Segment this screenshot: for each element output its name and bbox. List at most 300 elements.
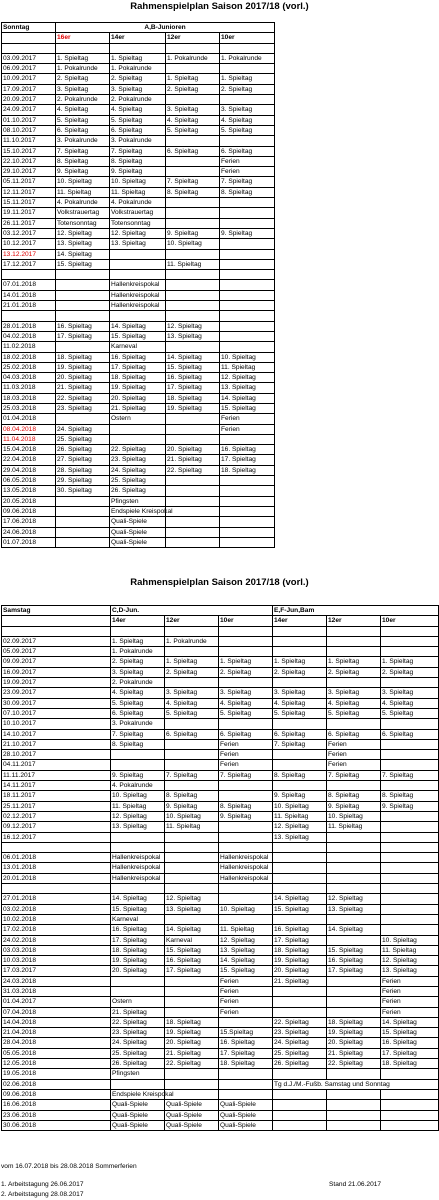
schedule-row: [2, 1017, 439, 1027]
date-cell: 12.11.2017: [2, 187, 56, 197]
schedule-cell: 3. Spieltag: [111, 667, 165, 677]
schedule-cell: 2. Spieltag: [219, 667, 273, 677]
schedule-cell: [381, 1069, 439, 1079]
schedule-row: [2, 667, 439, 677]
schedule-cell: [166, 249, 220, 259]
schedule-cell: 9. Spieltag: [381, 801, 439, 811]
schedule-cell: 20. Spieltag: [166, 445, 220, 455]
schedule-row: [2, 125, 275, 135]
schedule-row: [2, 74, 275, 84]
date-cell: 15.10.2017: [2, 146, 56, 156]
schedule-cell: [166, 424, 220, 434]
schedule-cell: [219, 1089, 273, 1099]
schedule-row: [2, 914, 439, 924]
schedule-cell: 14. Spieltag: [381, 1017, 439, 1027]
schedule-cell: [110, 270, 166, 280]
schedule-cell: 9. Spieltag: [110, 167, 166, 177]
schedule-cell: [381, 626, 439, 636]
schedule-row: [2, 167, 275, 177]
schedule-cell: 2. Spieltag: [56, 74, 110, 84]
schedule-cell: 23. Spieltag: [56, 403, 110, 413]
schedule-cell: [327, 832, 381, 842]
schedule-cell: [381, 832, 439, 842]
date-cell: 10.02.2018: [2, 914, 111, 924]
col-cd-12er: 12er: [165, 616, 219, 626]
schedule-cell: [381, 719, 439, 729]
schedule-cell: [166, 208, 220, 218]
schedule-cell: 16. Spieltag: [219, 1038, 273, 1048]
date-cell: 21.01.2018: [2, 301, 56, 311]
schedule-cell: [166, 342, 220, 352]
schedule-cell: [381, 647, 439, 657]
meeting-1-note: 1. Arbeitstagung 26.06.2017: [1, 1181, 84, 1188]
schedule-cell: 20. Spieltag: [111, 966, 165, 976]
schedule-cell: [165, 842, 219, 852]
schedule-cell: 7. Spieltag: [110, 146, 166, 156]
schedule-row: [2, 811, 439, 821]
col-cd-10er: 10er: [219, 616, 273, 626]
schedule-cell: 18. Spieltag: [327, 1017, 381, 1027]
date-cell: 08.10.2017: [2, 125, 56, 135]
schedule-cell: Karneval: [111, 914, 165, 924]
schedule-cell: 1. Spieltag: [56, 53, 110, 63]
schedule-cell: 25. Spieltag: [110, 476, 166, 486]
schedule-cell: [220, 249, 275, 259]
schedule-cell: 1. Pokalrunde: [166, 53, 220, 63]
schedule-row: [2, 873, 439, 883]
schedule-cell: [220, 239, 275, 249]
schedule-cell: [165, 986, 219, 996]
schedule-cell: [381, 781, 439, 791]
schedule-cell: [220, 486, 275, 496]
schedule-row: [2, 966, 439, 976]
schedule-cell: Quali-Spiele: [110, 527, 166, 537]
schedule-cell: 14. Spieltag: [219, 956, 273, 966]
schedule-cell: Tg d.J./M.-Fußb. Samstag und Sonntag: [273, 1079, 439, 1089]
schedule-cell: [273, 986, 327, 996]
schedule-row: [2, 496, 275, 506]
date-cell: 13.05.2018: [2, 486, 56, 496]
schedule-cell: 2. Spieltag: [110, 74, 166, 84]
schedule-row: [2, 259, 275, 269]
schedule-cell: 18. Spieltag: [166, 393, 220, 403]
schedule-cell: Ferien: [219, 997, 273, 1007]
date-cell: 01.04.2017: [2, 997, 111, 1007]
schedule-cell: 23. Spieltag: [111, 1028, 165, 1038]
schedule-cell: 20. Spieltag: [110, 393, 166, 403]
date-cell: 25.03.2018: [2, 403, 56, 413]
schedule-cell: 5. Spieltag: [327, 708, 381, 718]
schedule-cell: [219, 1017, 273, 1027]
schedule-cell: 4. Spieltag: [220, 115, 275, 125]
schedule-cell: 4. Spieltag: [327, 698, 381, 708]
schedule-cell: 14. Spieltag: [273, 894, 327, 904]
schedule-cell: [220, 259, 275, 269]
schedule-cell: Quali-Spiele: [110, 517, 166, 527]
date-cell: 16.09.2017: [2, 667, 111, 677]
schedule-cell: Ferien: [327, 739, 381, 749]
schedule-cell: 2. Pokalrunde: [111, 678, 165, 688]
schedule-cell: 14. Spieltag: [165, 925, 219, 935]
date-cell: 29.10.2017: [2, 167, 56, 177]
schedule-cell: 11. Spieltag: [327, 822, 381, 832]
schedule-cell: [381, 914, 439, 924]
schedule-cell: [327, 935, 381, 945]
schedule-cell: 10. Spieltag: [273, 801, 327, 811]
schedule-cell: Hallenkreispokal: [219, 863, 273, 873]
schedule-cell: Hallenkreispokal: [110, 280, 166, 290]
schedule-cell: [165, 1079, 219, 1089]
date-cell: 03.03.2018: [2, 945, 111, 955]
schedule-cell: 10. Spieltag: [56, 177, 110, 187]
schedule-cell: 8. Spieltag: [110, 156, 166, 166]
schedule-cell: 16. Spieltag: [220, 445, 275, 455]
schedule-cell: 22. Spieltag: [273, 1017, 327, 1027]
schedule-cell: 1. Pokalrunde: [220, 53, 275, 63]
schedule-cell: 6. Spieltag: [273, 729, 327, 739]
schedule-cell: [166, 156, 220, 166]
schedule-row: [2, 465, 275, 475]
date-cell: 24.06.2018: [2, 527, 56, 537]
schedule-cell: 11. Spieltag: [110, 187, 166, 197]
date-cell: 02.12.2017: [2, 811, 111, 821]
date-cell: 08.04.2018: [2, 424, 56, 434]
schedule-cell: [220, 270, 275, 280]
schedule-cell: [111, 842, 165, 852]
schedule-row: [2, 84, 275, 94]
schedule-cell: Pfingsten: [110, 496, 166, 506]
schedule-cell: [220, 496, 275, 506]
schedule-row: [2, 863, 439, 873]
schedule-cell: [166, 136, 220, 146]
date-cell: 09.09.2017: [2, 657, 111, 667]
schedule-cell: 15. Spieltag: [327, 945, 381, 955]
schedule-cell: Endspiele Kreispokal: [112, 1090, 174, 1098]
schedule-row: [2, 636, 439, 646]
schedule-cell: [381, 1089, 439, 1099]
schedule-cell: 3. Spieltag: [56, 84, 110, 94]
schedule-row: [2, 352, 275, 362]
schedule-cell: 13. Spieltag: [165, 904, 219, 914]
schedule-cell: [327, 873, 381, 883]
date-cell: 14.11.2017: [2, 781, 111, 791]
schedule-row: [2, 1038, 439, 1048]
schedule-cell: [220, 64, 275, 74]
schedule-cell: [220, 290, 275, 300]
schedule-cell: [111, 884, 165, 894]
schedule-cell: 10. Spieltag: [111, 791, 165, 801]
date-cell: 14.10.2017: [2, 729, 111, 739]
date-cell: 17.03.2017: [2, 966, 111, 976]
date-cell: 17.02.2018: [2, 925, 111, 935]
schedule-cell: [111, 626, 165, 636]
schedule-row: [2, 362, 275, 372]
schedule-row: [2, 239, 275, 249]
date-cell: 03.12.2017: [2, 228, 56, 238]
schedule-cell: [273, 1110, 327, 1120]
schedule-cell: 9. Spieltag: [165, 801, 219, 811]
schedule-cell: 17. Spieltag: [220, 455, 275, 465]
date-cell: 16.12.2017: [2, 832, 111, 842]
date-cell: 04.02.2018: [2, 331, 56, 341]
date-cell: 19.05.2018: [2, 1069, 111, 1079]
schedule-row: [2, 781, 439, 791]
schedule-row: [2, 698, 439, 708]
schedule-cell: 22. Spieltag: [327, 1059, 381, 1069]
schedule-cell: 3. Spieltag: [220, 105, 275, 115]
date-cell: 06.09.2017: [2, 64, 56, 74]
schedule-cell: [381, 863, 439, 873]
schedule-row: [2, 708, 439, 718]
schedule-cell: 21. Spieltag: [166, 455, 220, 465]
schedule-cell: 15. Spieltag: [219, 966, 273, 976]
schedule-cell: 1. Spieltag: [381, 657, 439, 667]
schedule-cell: 7. Spieltag: [166, 177, 220, 187]
schedule-cell: Ferien: [220, 424, 275, 434]
date-cell: 14.04.2018: [2, 1017, 111, 1027]
schedule-row: [2, 657, 439, 667]
schedule-cell: 11. Spieltag: [56, 187, 110, 197]
schedule-cell: [166, 527, 220, 537]
schedule-cell: [219, 781, 273, 791]
schedule-cell: 7. Spieltag: [327, 770, 381, 780]
schedule-row: [2, 208, 275, 218]
date-cell: 03.09.2017: [2, 53, 56, 63]
schedule-cell: [165, 781, 219, 791]
date-cell: 22.10.2017: [2, 156, 56, 166]
group-header-cd: C,D-Jun.: [111, 606, 273, 616]
schedule-cell: [327, 884, 381, 894]
schedule-row: [2, 801, 439, 811]
schedule-cell: 12. Spieltag: [56, 228, 110, 238]
date-cell: 22.04.2018: [2, 455, 56, 465]
date-cell: [2, 43, 56, 53]
schedule-cell: 5. Spieltag: [381, 708, 439, 718]
schedule-cell: Karneval: [165, 935, 219, 945]
schedule-cell: [327, 647, 381, 657]
schedule-cell: [327, 1069, 381, 1079]
schedule-cell: [327, 1100, 381, 1110]
schedule-cell: Ferien: [327, 750, 381, 760]
date-cell: 16.06.2018: [2, 1100, 111, 1110]
summer-holidays-note: vom 16.07.2018 bis 28.08.2018 Sommerferien: [1, 1163, 137, 1170]
date-cell: 17.09.2017: [2, 84, 56, 94]
schedule-cell: [56, 311, 110, 321]
schedule-cell: [165, 1007, 219, 1017]
schedule-row: [2, 945, 439, 955]
schedule-cell: [327, 914, 381, 924]
date-cell: 18.02.2018: [2, 352, 56, 362]
schedule-cell: 8. Spieltag: [273, 770, 327, 780]
schedule-row: [2, 1069, 439, 1079]
schedule-cell: [56, 270, 110, 280]
schedule-row: [2, 719, 439, 729]
schedule-title-saturday: Rahmenspielplan Saison 2017/18 (vorl.): [130, 577, 309, 588]
date-cell: 10.09.2017: [2, 74, 56, 84]
schedule-cell: 13. Spieltag: [381, 966, 439, 976]
schedule-cell: [381, 739, 439, 749]
schedule-row: [2, 986, 439, 996]
date-cell: 23.06.2018: [2, 1110, 111, 1120]
date-cell: 30.06.2018: [2, 1120, 111, 1130]
schedule-cell: 7. Spieltag: [381, 770, 439, 780]
date-cell: 20.01.2018: [2, 873, 111, 883]
column-header-row: [2, 616, 439, 626]
schedule-cell: 19. Spieltag: [273, 956, 327, 966]
schedule-cell: 22. Spieltag: [165, 1059, 219, 1069]
date-cell: 28.01.2018: [2, 321, 56, 331]
schedule-cell: 1. Spieltag: [273, 657, 327, 667]
schedule-cell: 3. Pokalrunde: [56, 136, 110, 146]
schedule-cell: [165, 976, 219, 986]
schedule-cell: Karneval: [110, 342, 166, 352]
schedule-cell: [327, 719, 381, 729]
schedule-cell: 19. Spieltag: [327, 1028, 381, 1038]
schedule-cell: [56, 506, 110, 516]
schedule-cell: Ferien: [220, 167, 275, 177]
group-header-ab: A,B-Junioren: [56, 23, 275, 33]
schedule-row: [2, 1079, 439, 1089]
date-cell: 06.05.2018: [2, 476, 56, 486]
schedule-cell: 2. Pokalrunde: [56, 95, 110, 105]
schedule-cell: 10. Spieltag: [220, 352, 275, 362]
schedule-cell: 17. Spieltag: [111, 935, 165, 945]
schedule-cell: [381, 873, 439, 883]
schedule-cell: [273, 760, 327, 770]
schedule-cell: [165, 884, 219, 894]
schedule-cell: [165, 997, 219, 1007]
schedule-cell: [220, 218, 275, 228]
schedule-cell: 19. Spieltag: [110, 383, 166, 393]
schedule-cell: 5. Spieltag: [273, 708, 327, 718]
schedule-row: [2, 842, 439, 852]
schedule-cell: [220, 476, 275, 486]
schedule-cell: 12. Spieltag: [220, 373, 275, 383]
schedule-cell: 1. Spieltag: [165, 657, 219, 667]
schedule-cell: [165, 678, 219, 688]
schedule-cell: Quali-Spiele: [219, 1100, 273, 1110]
schedule-cell: Hallenkreispokal: [219, 873, 273, 883]
schedule-row: [2, 760, 439, 770]
date-cell: 24.09.2017: [2, 105, 56, 115]
schedule-row: [2, 434, 275, 444]
schedule-cell: [220, 321, 275, 331]
schedule-cell: 10. Spieltag: [381, 935, 439, 945]
schedule-cell: 4. Spieltag: [273, 698, 327, 708]
schedule-cell: 7. Spieltag: [165, 770, 219, 780]
schedule-cell: Quali-Spiele: [111, 1120, 165, 1130]
schedule-cell: [219, 832, 273, 842]
schedule-cell: [165, 647, 219, 657]
schedule-cell: [111, 750, 165, 760]
schedule-cell: [111, 986, 165, 996]
date-cell: 11.03.2018: [2, 383, 56, 393]
schedule-cell: [56, 496, 110, 506]
schedule-cell: [381, 853, 439, 863]
schedule-row: [2, 517, 275, 527]
schedule-cell: 13. Spieltag: [327, 904, 381, 914]
date-cell: 04.11.2017: [2, 760, 111, 770]
schedule-cell: [165, 853, 219, 863]
schedule-cell: 18. Spieltag: [381, 1059, 439, 1069]
schedule-cell: 16. Spieltag: [166, 373, 220, 383]
date-cell: 25.11.2017: [2, 801, 111, 811]
schedule-row: [2, 43, 275, 53]
schedule-row: [2, 626, 439, 636]
schedule-cell: [273, 1089, 327, 1099]
date-cell: 07.10.2017: [2, 708, 111, 718]
date-cell: 18.03.2018: [2, 393, 56, 403]
schedule-cell: 18. Spieltag: [110, 373, 166, 383]
schedule-row: [2, 822, 439, 832]
schedule-cell: Hallenkreispokal: [111, 863, 165, 873]
schedule-cell: [273, 853, 327, 863]
schedule-cell: 11. Spieltag: [166, 259, 220, 269]
schedule-cell: 14. Spieltag: [220, 393, 275, 403]
date-cell: 25.02.2018: [2, 362, 56, 372]
schedule-cell: [273, 884, 327, 894]
schedule-cell: 2. Spieltag: [273, 667, 327, 677]
date-cell: [2, 311, 56, 321]
schedule-row: [2, 105, 275, 115]
schedule-cell: 17. Spieltag: [219, 1048, 273, 1058]
schedule-row: [2, 884, 439, 894]
schedule-row: [2, 729, 439, 739]
schedule-cell: [327, 997, 381, 1007]
schedule-cell: 15. Spieltag: [165, 945, 219, 955]
schedule-cell: [219, 636, 273, 646]
schedule-row: [2, 770, 439, 780]
schedule-cell: [220, 331, 275, 341]
schedule-cell: 16. Spieltag: [110, 352, 166, 362]
schedule-cell: [220, 301, 275, 311]
schedule-cell: 5. Spieltag: [56, 115, 110, 125]
schedule-cell: 18. Spieltag: [273, 945, 327, 955]
schedule-cell: 1. Spieltag: [166, 74, 220, 84]
schedule-cell: [273, 1069, 327, 1079]
col-ef-10er: 10er: [381, 616, 439, 626]
schedule-cell: [327, 1007, 381, 1017]
schedule-cell: 5. Spieltag: [166, 125, 220, 135]
schedule-cell: 20. Spieltag: [56, 373, 110, 383]
schedule-cell: [219, 626, 273, 636]
date-cell: 07.01.2018: [2, 280, 56, 290]
schedule-cell: 10. Spieltag: [110, 177, 166, 187]
schedule-row: [2, 1100, 439, 1110]
schedule-cell: 3. Spieltag: [381, 688, 439, 698]
schedule-cell: 22. Spieltag: [56, 393, 110, 403]
schedule-cell: 4. Spieltag: [165, 698, 219, 708]
schedule-cell: 3. Spieltag: [110, 84, 166, 94]
schedule-cell: 21. Spieltag: [327, 1048, 381, 1058]
schedule-cell: 26. Spieltag: [56, 445, 110, 455]
date-cell: 11.02.2018: [2, 342, 56, 352]
schedule-cell: 4. Spieltag: [111, 688, 165, 698]
date-cell: 02.06.2018: [2, 1079, 111, 1089]
column-header-row: [2, 33, 275, 43]
schedule-cell: 6. Spieltag: [165, 729, 219, 739]
schedule-cell: 12. Spieltag: [166, 321, 220, 331]
schedule-cell: 27. Spieltag: [56, 455, 110, 465]
date-cell: 24.03.2018: [2, 976, 111, 986]
schedule-row: [2, 956, 439, 966]
schedule-cell: 3. Spieltag: [166, 105, 220, 115]
schedule-cell: 24. Spieltag: [111, 1038, 165, 1048]
date-cell: [2, 626, 111, 636]
schedule-cell: [219, 647, 273, 657]
schedule-cell: 15.Spieltag: [219, 1028, 273, 1038]
schedule-cell: 12. Spieltag: [327, 894, 381, 904]
